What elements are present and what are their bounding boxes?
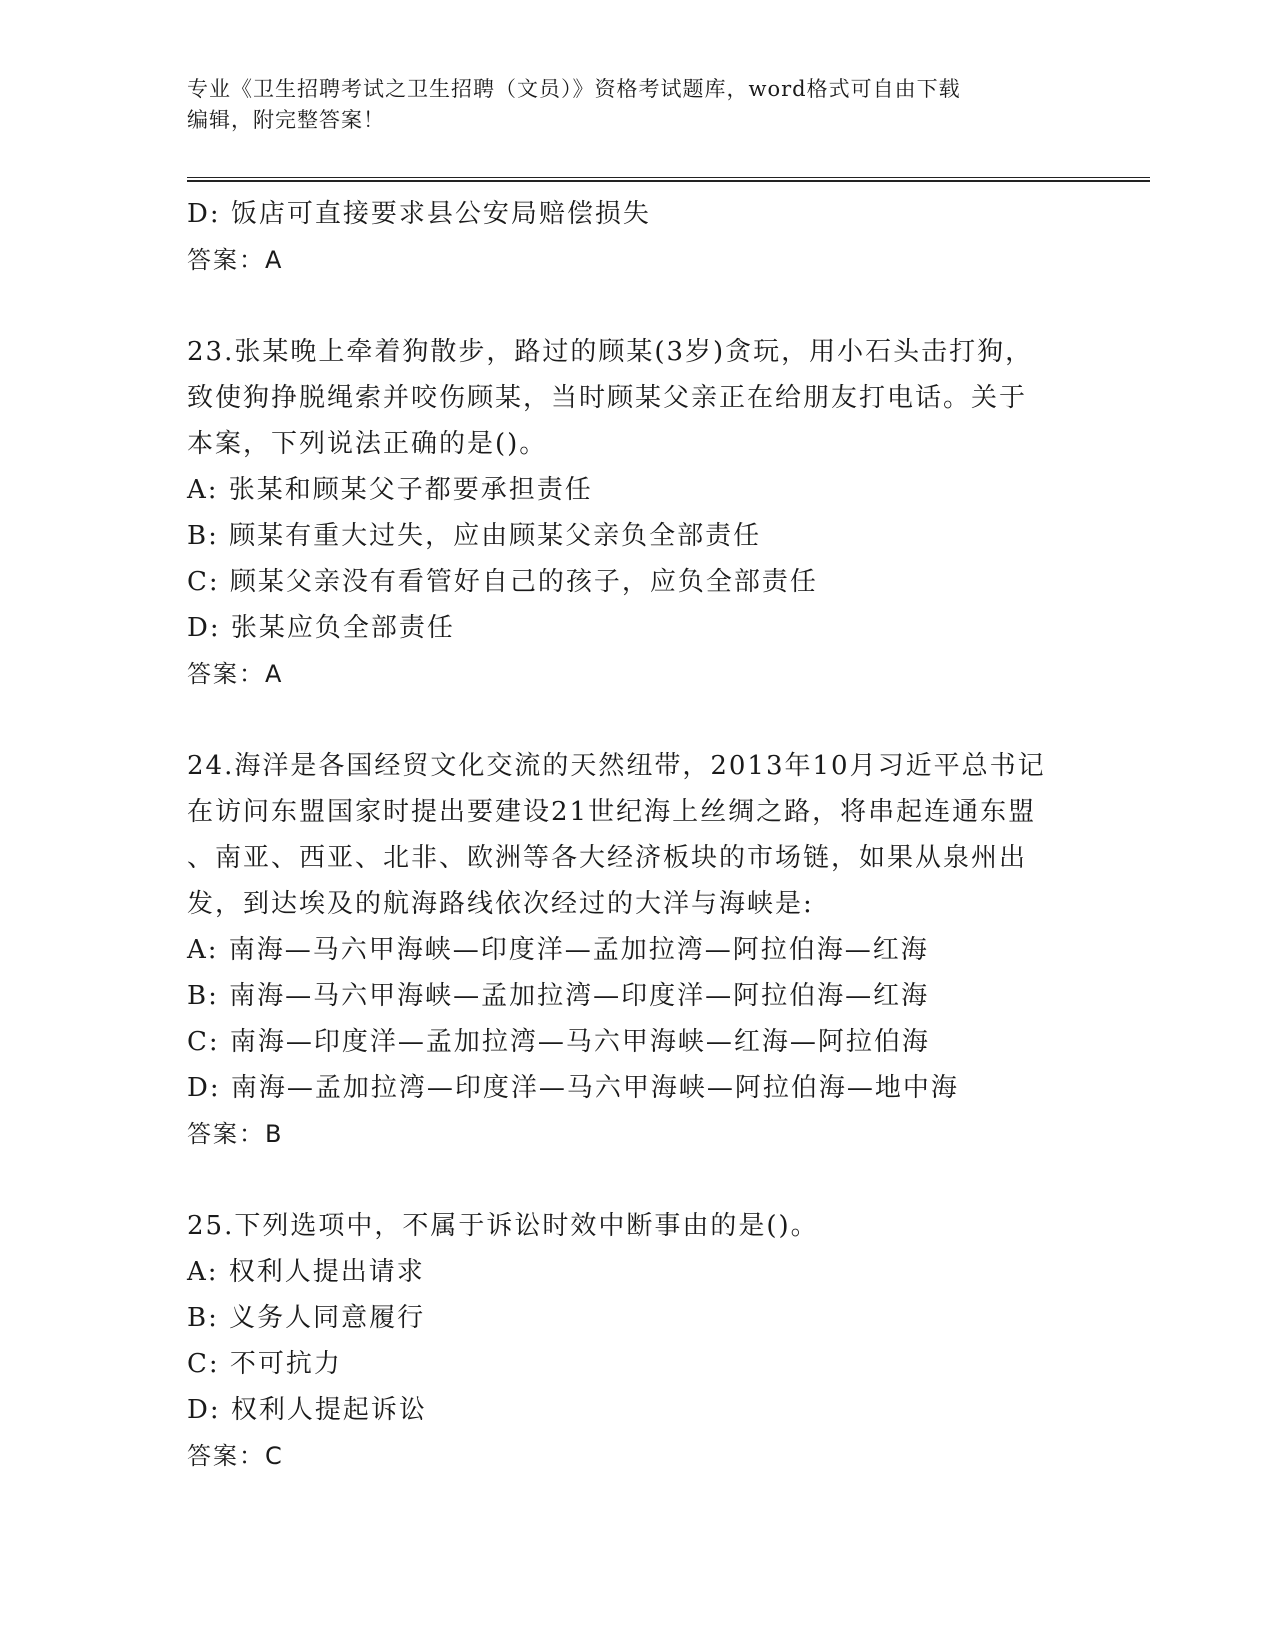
question-25 <box>187 1203 1087 1479</box>
question-23 <box>187 329 1087 697</box>
option-c: C: 南海—印度洋—孟加拉湾—马六甲海峡—红海—阿拉伯海 <box>187 1027 930 1057</box>
option-b: B: 顾某有重大过失，应由顾某父亲负全部责任 <box>187 521 762 551</box>
header-divider <box>187 177 1150 184</box>
header-line-2: 编辑，附完整答案！ <box>187 108 385 132</box>
option-d: D: 南海—孟加拉湾—印度洋—马六甲海峡—阿拉伯海—地中海 <box>187 1073 959 1103</box>
spacer <box>187 697 1087 743</box>
option-a: A: 南海—马六甲海峡—印度洋—孟加拉湾—阿拉伯海—红海 <box>187 935 929 965</box>
answer-label: 答案：A <box>187 246 284 274</box>
answer-label: 答案：A <box>187 660 284 688</box>
question-stem-line: 25.下列选项中，不属于诉讼时效中断事由的是()。 <box>187 1211 819 1241</box>
option-d: D: 张某应负全部责任 <box>187 613 455 643</box>
question-stem-line: 发，到达埃及的航海路线依次经过的大洋与海峡是: <box>187 889 814 919</box>
answer-label: 答案：C <box>187 1442 284 1470</box>
question-22-tail <box>187 191 1087 283</box>
question-stem-line: 、南亚、西亚、北非、欧洲等各大经济板块的市场链，如果从泉州出 <box>187 843 1028 873</box>
page-header <box>187 74 1087 136</box>
spacer <box>187 283 1087 329</box>
question-stem-line: 在访问东盟国家时提出要建设21世纪海上丝绸之路，将串起连通东盟 <box>187 797 1037 827</box>
option-a: A: 权利人提出请求 <box>187 1257 425 1287</box>
header-line-1: 专业《卫生招聘考试之卫生招聘（文员）》资格考试题库，word格式可自由下载 <box>187 77 961 101</box>
question-stem-line: 致使狗挣脱绳索并咬伤顾某，当时顾某父亲正在给朋友打电话。关于 <box>187 383 1028 413</box>
option-b: B: 义务人同意履行 <box>187 1303 426 1333</box>
option-c: C: 顾某父亲没有看管好自己的孩子，应负全部责任 <box>187 567 818 597</box>
option-d: D: 权利人提起诉讼 <box>187 1395 427 1425</box>
option-c: C: 不可抗力 <box>187 1349 342 1379</box>
option-d: D: 饭店可直接要求县公安局赔偿损失 <box>187 199 651 229</box>
answer-label: 答案：B <box>187 1120 284 1148</box>
question-24 <box>187 743 1087 1157</box>
question-stem-line: 本案，下列说法正确的是()。 <box>187 429 548 459</box>
question-list <box>187 191 1087 1479</box>
question-stem-line: 23.张某晚上牵着狗散步，路过的顾某(3岁)贪玩，用小石头击打狗， <box>187 337 1034 367</box>
question-stem-line: 24.海洋是各国经贸文化交流的天然纽带，2013年10月习近平总书记 <box>187 751 1046 781</box>
option-b: B: 南海—马六甲海峡—孟加拉湾—印度洋—阿拉伯海—红海 <box>187 981 930 1011</box>
option-a: A: 张某和顾某父子都要承担责任 <box>187 475 593 505</box>
spacer <box>187 1157 1087 1203</box>
